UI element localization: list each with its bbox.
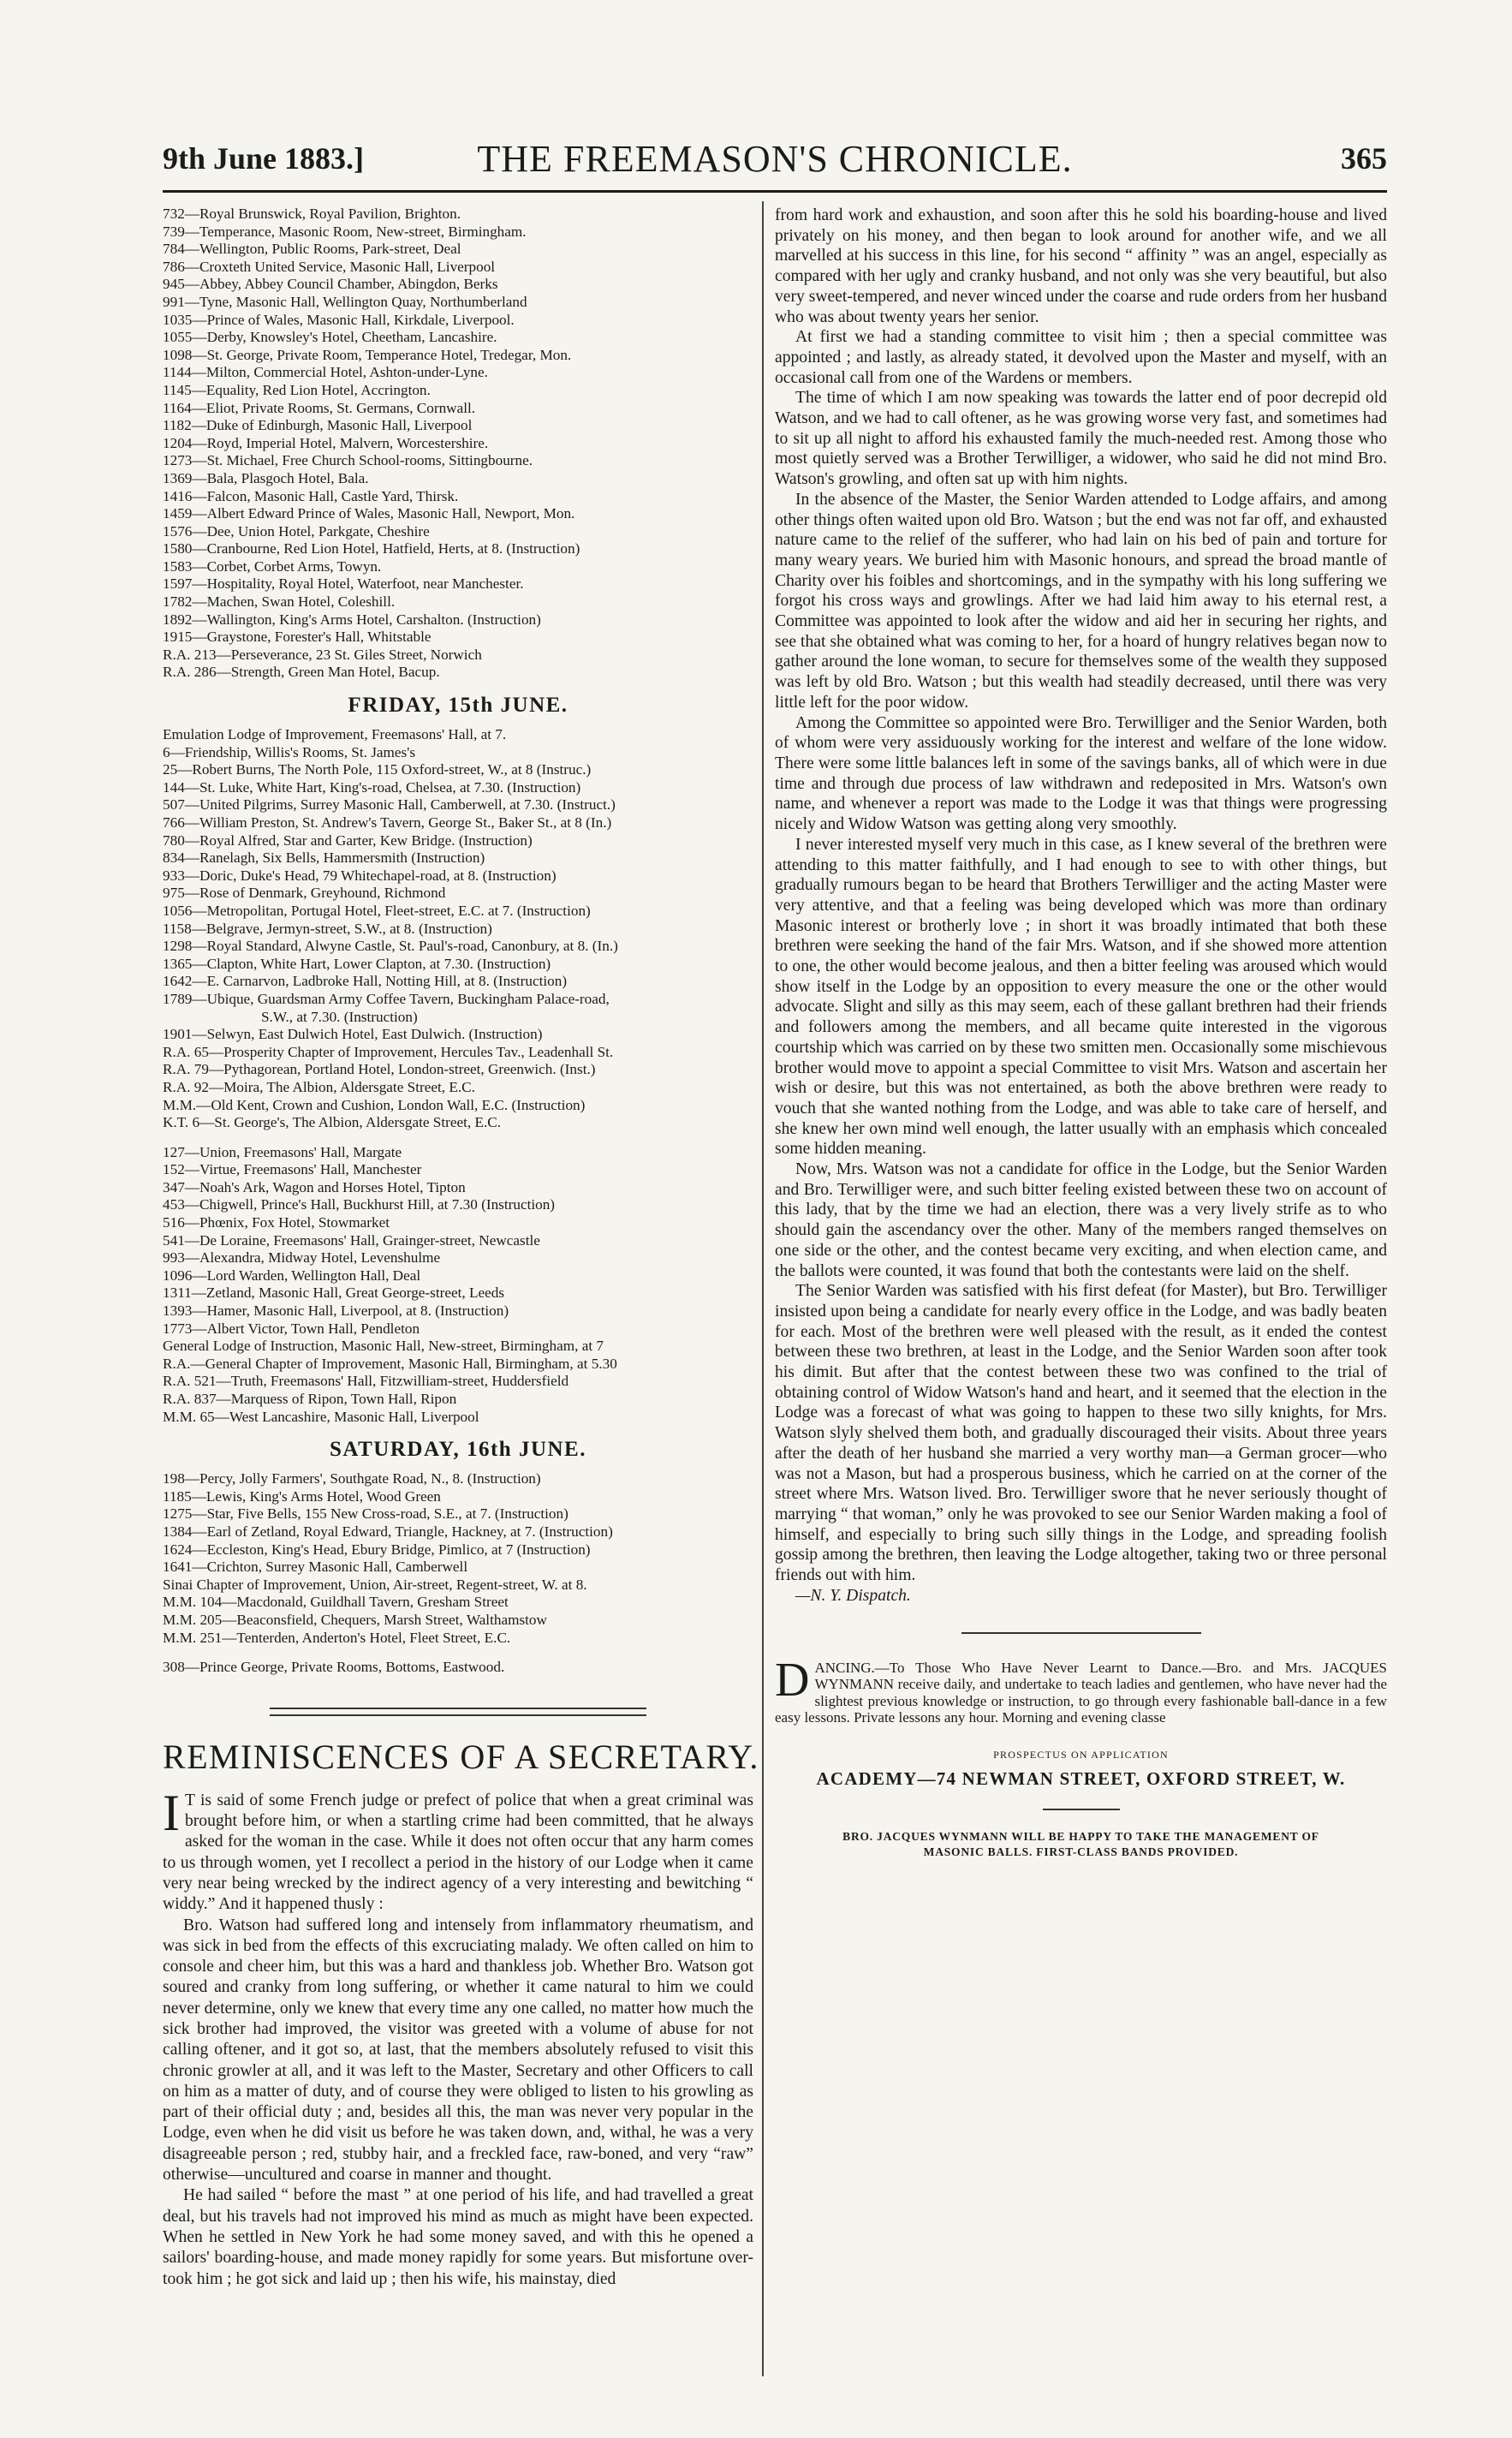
article-signoff: —N. Y. Dispatch. [795,1586,911,1605]
lodge-entry: 1158—Belgrave, Jermyn-street, S.W., at 8. (Instruction) [163,920,492,937]
section-rule [270,1714,646,1716]
article-body-right [775,206,1387,1606]
advert-prospectus: PROSPECTUS ON APPLICATION [993,1748,1169,1761]
lodge-entry: 1096—Lord Warden, Wellington Hall, Deal [163,1267,421,1284]
lodge-entry: 1369—Bala, Plasgoch Hotel, Bala. [163,469,369,486]
article-right-paragraphs [775,327,1387,1586]
article-paragraph: At first we had a standing committee to visit him ; then a special committee was appointed ; and lastly, as already stated, it devolved upon the Master and myself, with an occasional call from one of the Wardens or members. [775,328,1387,387]
lodge-entry: 1144—Milton, Commercial Hotel, Ashton-under-Lyne. [163,364,488,381]
column-divider [762,201,764,2376]
lodge-entry: 732—Royal Brunswick, Royal Pavilion, Brighton. [163,206,461,222]
lodge-entry: M.M. 205—Beaconsfield, Chequers, Marsh Street, Walthamstow [163,1611,547,1628]
saturday-heading: SATURDAY, 16th JUNE. [330,1438,586,1462]
lodge-entry: 1273—St. Michael, Free Church School-rooms, Sittingbourne. [163,452,533,469]
lodge-entry: 1393—Hamer, Masonic Hall, Liverpool, at 8. (Instruction) [163,1302,509,1320]
lodge-entry: K.T. 6—St. George's, The Albion, Aldersgate Street, E.C. [163,1114,502,1131]
lodge-entry: 1164—Eliot, Private Rooms, St. Germans, Cornwall. [163,399,476,416]
friday-lodge-list [163,726,753,1132]
lodge-entry: 25—Robert Burns, The North Pole, 115 Oxford-street, W., at 8 (Instruc.) [163,761,592,778]
advert-body: ANCING.—To Those Who Have Never Learnt to Dance.—Bro. and Mrs. JACQUES WYNMANN receive daily, and undertake to teach ladies and gentlemen, who have never had the slightest previous knowledge or instruction, to go through every fashionable ball-dance in a few easy lessons. Private lessons any hour. Morning and evening classe [775,1659,1387,1726]
article-paragraph: In the absence of the Master, the Senior Warden attended to Lodge affairs, and among other things often waited upon old Bro. Watson ; but the end was not far off, and exhausted nature came to the relief of the sufferer, who had lain on his bed of pain and torture for many weary years. We buried him with Masonic honours, and spread the broad mantle of Charity over his foibles and shortcomings, and in the sympathy with his long suffering we forgot his cross ways and growlings. After we had laid him away to his eternal rest, a Committee was appointed to look after the widow and aid her in securing her rights, and see that she obtained what was coming to her, for a hoard of hungry relatives began now to gather around the lone woman, to secure for themselves some of the wealth they supposed was left by old Bro. Watson ; but this wealth had steadily decreased, until there was very little left for the poor widow. [775,490,1387,712]
section-rule [270,1708,646,1709]
advert-notice-line-2: MASONIC BALLS. FIRST-CLASS BANDS PROVIDED. [923,1845,1239,1858]
page-number: 365 [1341,141,1387,176]
lodge-entry: 1901—Selwyn, East Dulwich Hotel, East Dulwich. (Instruction) [163,1026,543,1043]
lodge-entry: 1311—Zetland, Masonic Hall, Great George-street, Leeds [163,1285,504,1302]
article-paragraph: Bro. Watson had suffered long and intensely from inflammatory rheumatism, and was sick in bed from the effects of this excruciating malady. We often called on him to console and cheer him, but this was a hard and thankless job. Whether Bro. Watson got soured and cranky from long suffering, or whether it came natural to him we could never determine, only we knew that every time any one called, no matter how much the sick brother had improved, the visitor was greeted with a volume of abuse for not calling oftener, and it got so, at last, that the members absolutely refused to visit this chronic growler at all, and it was left to the Master, Secretary and other Officers to call on him as a matter of duty, and of course they were obliged to listen to his growling as part of their official duty ; and, besides all this, the man was never very popular in the Lodge, even when he did visit us before he was taken down, and, withal, he was a very disagreeable person ; red, stubby hair, and a freckled face, raw-boned, and very “raw” otherwise—uncultured and coarse in manner and thought. [163,1916,753,2185]
lodge-entry: 1915—Graystone, Forester's Hall, Whitstable [163,629,432,646]
publication-title: THE FREEMASON'S CHRONICLE. [477,138,1073,180]
masthead-rule [163,190,1387,193]
lodge-entry: 453—Chigwell, Prince's Hall, Buckhurst Hill, at 7.30 (Instruction) [163,1196,556,1213]
article-paragraph: He had sailed “ before the mast ” at one period of his life, and had travelled a great deal, but his travels had not improved his mind as much as might have been expected. When he settled in New York he had some money saved, and with this he opened a sailors' boarding-house, and made money rapidly for some years. But misfortune over-took him ; he got sick and laid up ; then his wife, his mainstay, died [163,2186,753,2288]
lodge-entry: 1789—Ubique, Guardsman Army Coffee Tavern, Buckingham Palace-road, [163,990,610,1007]
lodge-entry: 1624—Eccleston, King's Head, Ebury Bridge, Pimlico, at 7 (Instruction) [163,1541,591,1558]
saturday-lodge-list [163,1470,753,1647]
article-paragraph: I never interested myself very much in this case, as I knew several of the brethren were attending to this matter faithfully, and I had enough to see to with other things, but gradually rumours began to be heard that Brothers Terwilliger and the acting Master were very attentive, and that a feeling was being developed which was more than ordinary Masonic interest or brotherly love ; in short it was broadly intimated that both these brethren were seeking the hand of the fair Mrs. Watson, and if she showed more attention to one, the other would become jealous, and then a bitter feeling was aroused which would show itself in the Lodge by an opposition to every measure the one or the other would advocate. Slight and silly as this may seem, each of these gallant brethren had their friends and followers among the members, and all became quite interested in the vigorous courtship which was carried on by these two smitten men. Occasionally some mischievous brother would move to appoint a special Committee to visit Mrs. Watson and ascertain her wish or desire, but this was not entertained, as both the above brethren were ready to vouch that she wanted nothing from the Lodge, and was able to take care of herself, and she knew her own mind well enough, the latter usually with an emphasis which concealed some hidden meaning. [775,835,1387,1159]
thursday-lodge-list [163,206,753,682]
issue-date: 9th June 1883.] [163,141,365,176]
lodge-entry: 1204—Royd, Imperial Hotel, Malvern, Worcestershire. [163,434,489,451]
lodge-entry: 1642—E. Carnarvon, Ladbroke Hall, Notting Hill, at 8. (Instruction) [163,973,568,990]
lodge-entry: 1384—Earl of Zetland, Royal Edward, Triangle, Hackney, at 7. (Instruction) [163,1523,613,1540]
advert-text [775,1653,1387,1726]
lodge-entry: 1298—Royal Standard, Alwyne Castle, St. Paul's-road, Canonbury, at 8. (In.) [163,938,618,955]
lodge-entry: R.A.—General Chapter of Improvement, Masonic Hall, Birmingham, at 5.30 [163,1355,617,1372]
lodge-entry: S.W., at 7.30. (Instruction) [261,1008,418,1025]
saturday-provincial-list [163,1659,753,1677]
article-lead-paragraph [163,1784,753,1916]
lodge-entry: 516—Phœnix, Fox Hotel, Stowmarket [163,1214,390,1231]
lodge-entry: 1641—Crichton, Surrey Masonic Hall, Camberwell [163,1559,468,1576]
lodge-entry: 198—Percy, Jolly Farmers', Southgate Road, N., 8. (Instruction) [163,1470,541,1487]
advert-rule [961,1632,1201,1634]
article-body-left [163,1784,753,2290]
lodge-entry: 780—Royal Alfred, Star and Garter, Kew Bridge. (Instruction) [163,832,533,849]
left-column [163,206,759,2290]
article-paragraph: Among the Committee so appointed were Bro. Terwilliger and the Senior Warden, both of whom were very assiduously working for the interest and welfare of the lone widow. There were some little balances left in some of the savings banks, all of which were in due time and through due process of law withdrawn and redeposited in Mrs. Watson's own name, and whenever a report was made to the Lodge it was that things were progressing nicely and Widow Watson was getting along very smoothly. [775,713,1387,834]
lodge-entry: 308—Prince George, Private Rooms, Bottoms, Eastwood. [163,1659,505,1676]
lodge-entry: M.M. 251—Tenterden, Anderton's Hotel, Fleet Street, E.C. [163,1629,511,1646]
lodge-entry: 945—Abbey, Abbey Council Chamber, Abingdon, Berks [163,276,498,293]
lodge-entry: 1055—Derby, Knowsley's Hotel, Cheetham, Lancashire. [163,329,497,346]
lodge-entry: R.A. 286—Strength, Green Man Hotel, Bacup. [163,664,440,681]
dancing-advert [775,1653,1387,1860]
lodge-entry: 1035—Prince of Wales, Masonic Hall, Kirkdale, Liverpool. [163,311,515,328]
lodge-entry: 144—St. Luke, White Hart, King's-road, Chelsea, at 7.30. (Instruction) [163,778,581,796]
lodge-entry: Sinai Chapter of Improvement, Union, Air-street, Regent-street, W. at 8. [163,1576,587,1593]
lodge-entry: 784—Wellington, Public Rooms, Park-street, Deal [163,241,461,258]
advert-academy-address: ACADEMY—74 NEWMAN STREET, OXFORD STREET, W. [816,1767,1346,1789]
article-paragraph: The Senior Warden was satisfied with his first defeat (for Master), but Bro. Terwilliger insisted upon being a candidate for nearly every office in the Lodge, and was badly beaten for each. Most of the brethren were well pleased with the result, as it ended the contest between these two brethren, at least in the Lodge, and the Senior Warden soon after took his dimit. But after that the contest between these two was confined to the trial of obtaining control of Widow Watson's hand and heart, and it seemed that the election in the Lodge was a forecast of what was going to happen to these two silly knights, for Mrs. Watson slyly shelved them both, and gradually discouraged their visits. About three years after the death of her husband she married a very worthy man—a German grocer—who was not a Mason, but had a prosperous business, which he carried on at the corner of the street where Mrs. Watson lived. Bro. Terwilliger swore that he never seriously thought of marrying “ that woman,” only he was provoked to see our Senior Warden making a fool of himself, and especially to bring such silly things in the Lodge, and spreading foolish gossip among the brethren, then leaving the Lodge altogether, taking two or three personal friends out with him. [775,1282,1387,1585]
advert-drop-cap: D [775,1653,810,1707]
lodge-entry: 975—Rose of Denmark, Greyhound, Richmond [163,885,446,902]
friday-heading: FRIDAY, 15th JUNE. [348,694,568,718]
lodge-entry: 1782—Machen, Swan Hotel, Coleshill. [163,593,396,611]
lodge-entry: 541—De Loraine, Freemasons' Hall, Grainger-street, Newcastle [163,1231,540,1249]
lodge-entry: 347—Noah's Ark, Wagon and Horses Hotel, Tipton [163,1178,466,1195]
lodge-entry: 993—Alexandra, Midway Hotel, Levenshulme [163,1249,441,1267]
right-column [775,206,1387,1860]
lodge-entry: M.M.—Old Kent, Crown and Cushion, London Wall, E.C. (Instruction) [163,1096,586,1113]
lodge-entry: 1185—Lewis, King's Arms Hotel, Wood Green [163,1487,441,1505]
article-left-paragraphs [163,1916,753,2290]
lodge-entry: 1145—Equality, Red Lion Hotel, Accrington. [163,381,431,398]
lodge-entry: 1275—Star, Five Bells, 155 New Cross-road, S.E., at 7. (Instruction) [163,1505,568,1523]
lodge-entry: M.M. 104—Macdonald, Guildhall Tavern, Gresham Street [163,1594,509,1611]
lodge-entry: 127—Union, Freemasons' Hall, Margate [163,1143,402,1160]
lodge-entry: 739—Temperance, Masonic Room, New-street, Birmingham. [163,223,527,240]
lodge-entry: 6—Friendship, Willis's Rooms, St. James's [163,743,416,760]
advert-notice-line-1: BRO. JACQUES WYNMANN WILL BE HAPPY TO TAKE THE MANAGEMENT OF [842,1829,1319,1843]
advert-small-rule [1043,1809,1120,1810]
lodge-entry: R.A. 213—Perseverance, 23 St. Giles Street, Norwich [163,646,482,663]
article-paragraph: The time of which I am now speaking was towards the latter end of poor decrepid old Watson, and we had to call oftener, as he was growing worse very fast, and sometimes had to sit up all night to afford his exhausted family the much-needed rest. Among those who most quietly served was a Brother Terwilliger, a widower, who said he did not mind Bro. Watson's growling, and often sat up with him nights. [775,389,1387,489]
drop-cap: I [163,1784,180,1841]
lodge-entry: 1597—Hospitality, Royal Hotel, Waterfoot, near Manchester. [163,575,524,593]
lodge-entry: R.A. 837—Marquess of Ripon, Town Hall, Ripon [163,1391,457,1407]
lodge-entry: 1576—Dee, Union Hotel, Parkgate, Cheshire [163,522,430,539]
lodge-entry: Emulation Lodge of Improvement, Freemasons' Hall, at 7. [163,726,507,743]
lodge-entry: 1056—Metropolitan, Portugal Hotel, Fleet-street, E.C. at 7. (Instruction) [163,902,591,919]
lodge-entry: R.A. 65—Prosperity Chapter of Improvement, Hercules Tav., Leadenhall St. [163,1043,614,1060]
article-title: REMINISCENCES OF A SECRETARY. [163,1737,759,1776]
article-continuation: from hard work and exhaustion, and soon after this he sold his boarding-house and lived privately on his money, and then began to look around for another wife, and we all marvelled at his success in this line, for his second “ affinity ” was an angel, especially as compared with her ugly and cranky husband, and not only was she very beautiful, but also very sweet-tempered, and never winced under the coarse and rude orders from her husband who was about twenty years her senior. [775,206,1387,326]
lodge-entry: R.A. 79—Pythagorean, Portland Hotel, London-street, Greenwich. (Inst.) [163,1061,596,1078]
lodge-entry: 1182—Duke of Edinburgh, Masonic Hall, Liverpool [163,417,473,434]
lodge-entry: 1416—Falcon, Masonic Hall, Castle Yard, Thirsk. [163,487,459,504]
lodge-entry: 933—Doric, Duke's Head, 79 Whitechapel-road, at 8. (Instruction) [163,867,557,884]
lodge-entry: 1365—Clapton, White Hart, Lower Clapton, at 7.30. (Instruction) [163,955,551,972]
lead-text: T is said of some French judge or prefect of police that when a great criminal was brought before him, or when a startling crime had been committed, that he always asked for the woman in the case. While it does not often occur that any harm comes to us through women, yet I recollect a period in the history of our Lodge when it came very near being wrecked by the indirect agency of a very interesting and bewitching “ widdy.” And it happened thusly : [163,1791,753,1914]
lodge-entry: 1098—St. George, Private Room, Temperance Hotel, Tredegar, Mon. [163,346,572,363]
lodge-entry: General Lodge of Instruction, Masonic Hall, New-street, Birmingham, at 7 [163,1338,604,1355]
lodge-entry: R.A. 521—Truth, Freemasons' Hall, Fitzwilliam-street, Huddersfield [163,1373,569,1390]
lodge-entry: 1892—Wallington, King's Arms Hotel, Carshalton. (Instruction) [163,611,541,628]
masthead [163,128,1387,188]
lodge-entry: M.M. 65—West Lancashire, Masonic Hall, Liverpool [163,1408,479,1425]
lodge-entry: 507—United Pilgrims, Surrey Masonic Hall, Camberwell, at 7.30. (Instruct.) [163,796,616,814]
lodge-entry: 1580—Cranbourne, Red Lion Hotel, Hatfield, Herts, at 8. (Instruction) [163,540,580,557]
lodge-entry: 834—Ranelagh, Six Bells, Hammersmith (Instruction) [163,849,485,867]
lodge-entry: 1459—Albert Edward Prince of Wales, Masonic Hall, Newport, Mon. [163,505,575,522]
lodge-entry: R.A. 92—Moira, The Albion, Aldersgate Street, E.C. [163,1078,475,1095]
lodge-entry: 1583—Corbet, Corbet Arms, Towyn. [163,557,382,575]
lodge-entry: 1773—Albert Victor, Town Hall, Pendleton [163,1320,420,1337]
lodge-entry: 152—Virtue, Freemasons' Hall, Manchester [163,1161,422,1178]
lodge-entry: 786—Croxteth United Service, Masonic Hall, Liverpool [163,258,496,275]
lodge-entry: 991—Tyne, Masonic Hall, Wellington Quay, Northumberland [163,293,527,310]
article-paragraph: Now, Mrs. Watson was not a candidate for office in the Lodge, but the Senior Warden and Bro. Terwilliger were, and such bitter feeling existed between these two on account of this lady, that by the time we had an election, there was a very lively strife as to who should gain the ascendancy over the other. Many of the members ranged themselves on one side or the other, and the contest became very exciting, and when election came, and the ballots were counted, it was found that both the contestants were laid on the shelf. [775,1160,1387,1280]
lodge-entry: 766—William Preston, St. Andrew's Tavern, George St., Baker St., at 8 (In.) [163,814,612,831]
friday-provincial-list [163,1144,753,1427]
